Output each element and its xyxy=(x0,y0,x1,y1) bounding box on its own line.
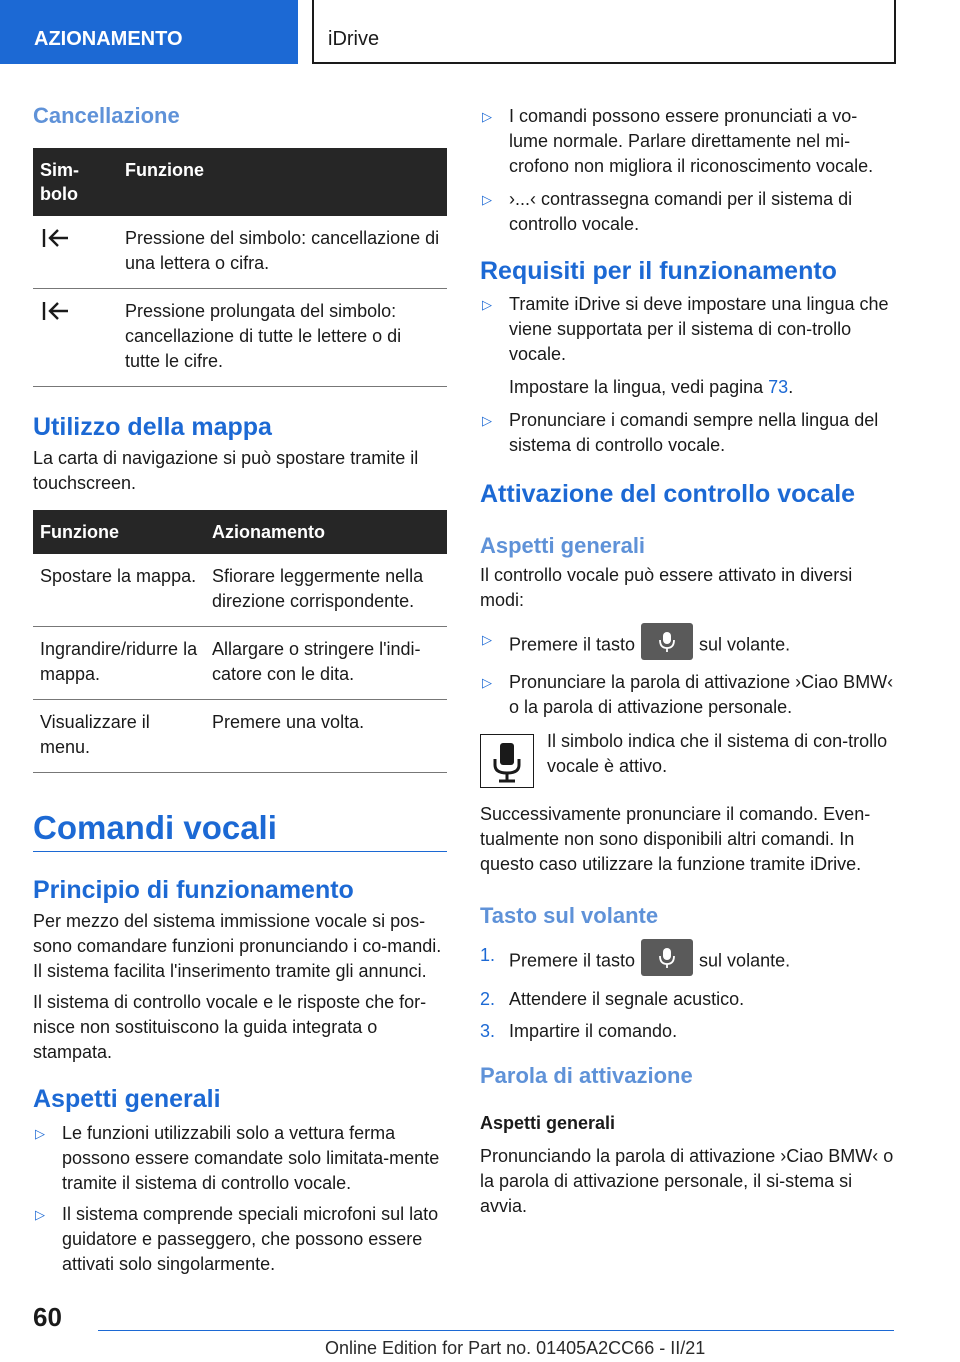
topic-title: iDrive xyxy=(328,28,380,50)
principio-paragraph: Il sistema di controllo vocale e le risposte che for-nisce non sostituiscono la guida integrata o stampata. xyxy=(33,992,427,1062)
list-item: ▷ Il sistema comprende speciali microfoni sul lato guidatore e passeggero, che possono essere attivati solo singolarmente. xyxy=(35,1204,439,1274)
triangle-bullet-icon: ▷ xyxy=(482,675,492,690)
comandi-heading: Comandi vocali xyxy=(33,809,447,852)
table-row xyxy=(33,289,447,387)
parola-heading: Parola di attivazione xyxy=(480,1063,693,1088)
backspace-arrow-icon xyxy=(40,226,70,250)
principio-paragraph: Per mezzo del sistema immissione vocale si pos-sono comandare funzioni pronunciando i co-mandi. Il sistema facilita l'inserimento tramite gli annunci. xyxy=(33,911,442,981)
cancellazione-heading: Cancellazione xyxy=(33,103,180,128)
triangle-bullet-icon: ▷ xyxy=(482,632,492,647)
table-row xyxy=(33,627,447,700)
mappa-table xyxy=(33,510,447,773)
successivamente-paragraph: Successivamente pronunciare il comando. Even-tualmente non sono disponibili altri comandi. In questo caso utilizzare la funzione tramite iDrive. xyxy=(480,804,871,874)
list-item: ▷ Pronunciare la parola di attivazione ›Ciao BMW‹ o la parola di attivazione personale. xyxy=(482,672,894,717)
aspetti-list xyxy=(33,1121,447,1277)
list-item: ▷ I comandi possono essere pronunciati a vo-lume normale. Parlare direttamente nel mi-crofono non migliora il riconoscimento vocale. xyxy=(482,106,874,176)
table-header: Funzione xyxy=(118,148,447,216)
table-cell: Premere una volta. xyxy=(205,700,447,773)
aspetti-heading: Aspetti generali xyxy=(33,1085,221,1113)
table-header: Azionamento xyxy=(205,510,447,554)
triangle-bullet-icon: ▷ xyxy=(35,1207,45,1222)
section-title: AZIONAMENTO xyxy=(34,28,183,50)
left-column xyxy=(33,100,447,1277)
table-header: Funzione xyxy=(33,510,205,554)
list-item: 2. Attendere il segnale acustico. xyxy=(480,989,745,1009)
list-item: ▷ Pronunciare i comandi sempre nella lingua del sistema di controllo vocale. xyxy=(482,410,879,455)
table-row xyxy=(33,216,447,289)
table-cell: Visualizzare il menu. xyxy=(33,700,205,773)
delete-cell xyxy=(33,289,118,387)
symbol-block xyxy=(480,731,894,796)
table-cell: Allargare o stringere l'indi-catore con le dita. xyxy=(205,627,447,700)
triangle-bullet-icon: ▷ xyxy=(482,109,492,124)
mappa-intro: La carta di navigazione si può spostare tramite il touchscreen. xyxy=(33,448,419,493)
page-link[interactable]: 73 xyxy=(768,377,789,397)
list-item: ▷ Tramite iDrive si deve impostare una lingua che viene supportata per il sistema di con-trollo vocale. xyxy=(482,294,889,364)
symbol-note: Il simbolo indica che il sistema di con-trollo vocale è attivo. xyxy=(547,731,888,776)
page-number: 60 xyxy=(33,1302,62,1332)
parola-paragraph: Pronunciando la parola di attivazione ›Ciao BMW‹ o la parola di attivazione personale, il si-stema si avvia. xyxy=(480,1146,894,1216)
generali-intro: Il controllo vocale può essere attivato in diversi modi: xyxy=(480,565,853,610)
parola-subheading: Aspetti generali xyxy=(480,1113,616,1133)
triangle-bullet-icon: ▷ xyxy=(482,413,492,428)
tasto-steps xyxy=(480,943,894,1044)
microphone-icon xyxy=(641,939,693,976)
generali-heading: Aspetti generali xyxy=(480,533,646,558)
requisiti-list xyxy=(480,292,894,367)
list-item: ▷ Premere il tasto sul volante. xyxy=(480,627,894,664)
edition-text: Online Edition for Part no. 01405A2CC66 - II/21 xyxy=(325,1338,706,1358)
requisiti-heading: Requisiti per il funzionamento xyxy=(480,257,837,285)
microphone-icon xyxy=(641,623,693,660)
list-item: ▷ Le funzioni utilizzabili solo a vettura ferma possono essere comandate solo limitata-mente tramite il sistema di controllo vocale. xyxy=(35,1123,440,1193)
voice-key-icon xyxy=(641,623,693,660)
microphone-icon xyxy=(481,735,533,787)
delete-cell xyxy=(33,216,118,289)
attivazione-heading: Attivazione del controllo vocale xyxy=(480,480,856,508)
tasto-heading: Tasto sul volante xyxy=(480,903,659,928)
table-cell: Pressione del simbolo: cancellazione di una lettera o cifra. xyxy=(118,216,447,289)
table-row xyxy=(33,700,447,773)
list-item: 3. Impartire il comando. xyxy=(480,1021,678,1041)
table-row xyxy=(33,554,447,627)
table-cell: Sfiorare leggermente nella direzione corrispondente. xyxy=(205,554,447,627)
table-cell: Ingrandire/ridurre la mappa. xyxy=(33,627,205,700)
principio-heading: Principio di funzionamento xyxy=(33,876,354,904)
requisiti-note: Impostare la lingua, vedi pagina 73. xyxy=(509,377,794,397)
top-list xyxy=(480,104,894,237)
triangle-bullet-icon: ▷ xyxy=(482,297,492,312)
footer-divider xyxy=(98,1330,894,1331)
table-cell: Spostare la mappa. xyxy=(33,554,205,627)
requisiti-list xyxy=(480,408,894,458)
right-column xyxy=(480,100,894,1219)
mic-symbol xyxy=(480,734,534,788)
list-item: 1. Premere il tasto sul volante. xyxy=(480,943,894,980)
mappa-heading: Utilizzo della mappa xyxy=(33,413,272,441)
cancellazione-table xyxy=(33,148,447,387)
list-item: ▷ ›...‹ contrassegna comandi per il sistema di controllo vocale. xyxy=(482,189,853,234)
generali-list xyxy=(480,627,894,720)
topic-tab xyxy=(312,0,896,64)
voice-key-icon xyxy=(641,939,693,976)
triangle-bullet-icon: ▷ xyxy=(482,192,492,207)
backspace-arrow-icon xyxy=(40,299,70,323)
table-header: Sim- bolo xyxy=(33,148,118,216)
table-cell: Pressione prolungata del simbolo: cancellazione di tutte le lettere o di tutte le cifre. xyxy=(118,289,447,387)
section-tab xyxy=(0,0,298,64)
triangle-bullet-icon: ▷ xyxy=(35,1126,45,1141)
